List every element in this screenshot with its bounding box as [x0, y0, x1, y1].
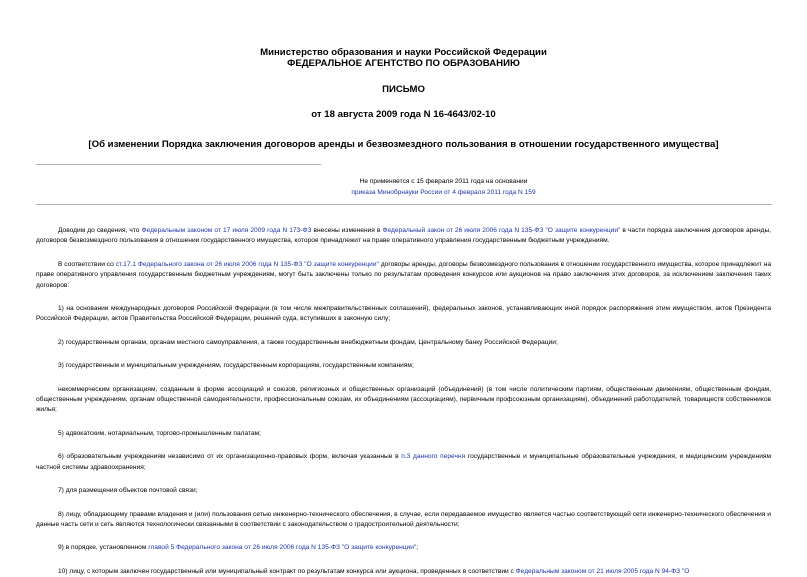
list-item-9 [36, 543, 771, 553]
ministry-name: Министерство образования и науки Российской Федерации [260, 47, 547, 58]
list-item-3: 3) государственным и муниципальным учреждениям, государственным корпорациям, государственным компаниям; [58, 362, 414, 370]
document-type: ПИСЬМО [382, 84, 425, 95]
document-body [36, 226, 771, 577]
divider-short [36, 164, 321, 165]
document-header [36, 0, 771, 150]
paragraph-text: Доводим до сведения, что [58, 227, 142, 234]
paragraph-intro [36, 226, 771, 247]
law-link-article-17-1[interactable]: ст.17.1 Федерального закона от 26 июля 2006 года N 135-ФЗ "О защите конкуренции" [115, 260, 379, 268]
law-link-135fz[interactable]: Федеральный закон от 26 июля 2006 года N 135-ФЗ "О защите конкуренции" [382, 227, 621, 234]
paragraph-text: 10) лицу, с которым заключен государственный или муниципальный контракт по результатам конкурса или аукциона, проведенных в соответствии с [58, 567, 516, 575]
paragraph-text: 9) в порядке, установленном [58, 544, 149, 552]
law-link-chapter-5[interactable]: главой 5 Федерального закона от 26 июля 2006 года N 135-ФЗ "О защите конкуренции" [148, 544, 417, 552]
status-note-link[interactable]: приказа Минобрнауки России от 4 февраля 2011 года N 159 [351, 189, 536, 196]
list-item-5: 5) адвокатским, нотариальным, торгово-промышленным палатам; [58, 429, 261, 437]
list-item-10 [36, 567, 771, 577]
paragraph-text: внесены изменения в [311, 227, 383, 234]
paragraph-text: договоры аренды, договоры безвозмездного пользования в отношении государственного имущества, которое принадлежит на праве оперативного управления государственным бюджетным учреждениям, могут быть заключены только по результатам проведения конкурсов или аукционов на право заключения этих договоров, за исключением заключения таких договоров: [36, 260, 772, 289]
paragraph-text: государственные и муниципальные образовательные учреждения, и медицинским учреждениям частной системы здравоохранения; [36, 453, 771, 471]
law-link-94fz[interactable]: Федеральным законом от 21 июля 2005 года N 94-ФЗ "О [515, 567, 690, 575]
list-item-8: 8) лицу, обладающему правами владения и (или) пользования сетью инженерно-технического обеспечения, в случае, если передаваемое имущество является частью соответствующей сети инженерно-технического обеспечения и данные часть сети и сеть являются технологически связанными в соответствии с законодательством о градостроительной деятельности; [36, 510, 771, 528]
list-item-7: 7) для размещения объектов почтовой связи; [58, 487, 198, 495]
document-date-number: от 18 августа 2009 года N 16-4643/02-10 [311, 109, 496, 120]
divider-long [36, 204, 772, 205]
paragraph-article-17-1 [36, 260, 771, 291]
paragraph-text: в части порядка заключения договоров аренды, договоров безвозмездного пользования в отношении государственного имущества, которое принадлежит на праве оперативного управления государственным бюджетным учреждениям. [36, 227, 772, 245]
document-subject: [Об изменении Порядка заключения договоров аренды и безвозмездного пользования в отношении государственного имущества] [88, 139, 719, 150]
status-note-text: Не применяется с 15 февраля 2011 года на основании [359, 178, 528, 185]
law-link-173fz[interactable]: Федеральным законом от 17 июля 2009 года N 173-ФЗ [141, 227, 312, 234]
list-item-2: 2) государственным органам, органам местного самоуправления, а также государственным внебюджетным фондам, Центральному банку Российской Федерации; [58, 338, 558, 346]
agency-name: ФЕДЕРАЛЬНОЕ АГЕНТСТВО ПО ОБРАЗОВАНИЮ [287, 58, 520, 69]
list-item-1: 1) на основании международных договоров Российской Федерации (в том числе межправительственных соглашений), федеральных законов, устанавливающих иной порядок распоряжения этим имуществом, актов Президента Российской Федерации, актов Правительства Российской Федерации, решений суда, вступивших в законную силу; [36, 305, 771, 323]
paragraph-text: В соответствии со [58, 260, 116, 268]
status-note [36, 176, 771, 198]
paragraph-text: ; [416, 544, 419, 552]
list-item-4: некоммерческим организациям, созданным в форме ассоциаций и союзов, религиозных и общественных организаций (объединений) (в том числе политическим партиям, общественным движениям, общественным фондам, общественным учреждениям, органам общественной самодеятельности, профессиональным союзам, их объединениям (ассоциациям), первичным профсоюзным организациям), объединений работодателей, товариществ собственников жилья; [36, 385, 771, 414]
list-reference-link[interactable]: п.3 данного перечня [401, 453, 466, 461]
paragraph-text: 6) образовательным учреждениям независимо от их организационно-правовых форм, включая указанные в [58, 453, 402, 461]
list-item-6 [36, 452, 771, 473]
